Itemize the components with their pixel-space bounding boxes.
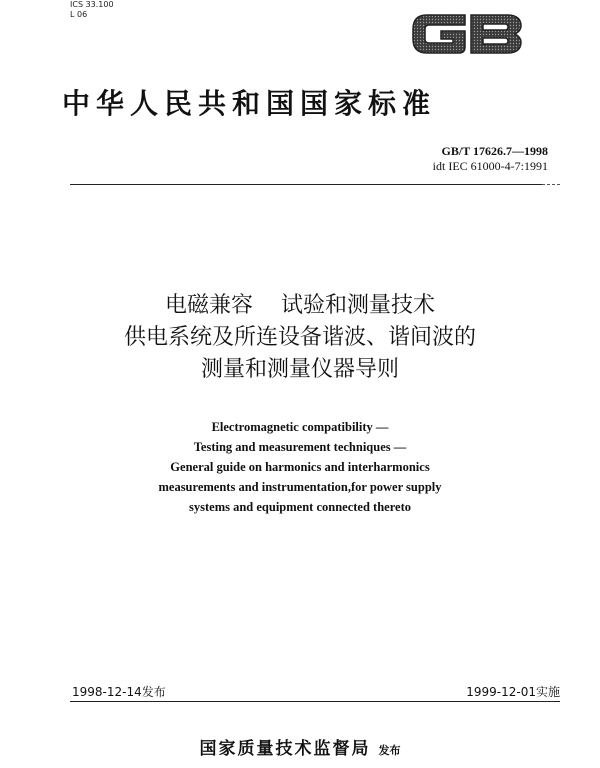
standard-number: GB/T 17626.7—1998 (441, 144, 548, 158)
gb-logo (407, 9, 527, 59)
issue-date: 1998-12-14发布 (72, 685, 166, 699)
publish-label: 发布 (378, 744, 401, 757)
english-title (0, 417, 600, 517)
english-title-line: Testing and measurement techniques — (193, 440, 407, 454)
chinese-title-line: 测量和测量仪器导则 (200, 357, 399, 382)
standard-number-block (433, 144, 548, 174)
english-title-line: Electromagnetic compatibility — (211, 420, 389, 434)
top-divider-tail (542, 184, 560, 185)
ics-code: ICS 33.100 (70, 0, 114, 9)
bottom-divider (70, 701, 560, 702)
classification-codes (70, 0, 114, 20)
ccs-code: L 06 (70, 10, 88, 19)
top-divider (70, 184, 542, 185)
english-title-line: General guide on harmonics and interharmonics (170, 460, 430, 474)
chinese-title (0, 290, 600, 386)
english-title-line: systems and equipment connected thereto (189, 500, 411, 514)
english-title-line: measurements and instrumentation,for power supply (158, 480, 442, 494)
issuing-authority: 国家质量技术监督局 (199, 739, 371, 759)
implementation-date: 1999-12-01实施 (466, 685, 560, 699)
issuer-line (0, 734, 600, 759)
chinese-title-line: 电磁兼容 试验和测量技术 (165, 293, 435, 318)
national-standard-title: 中华人民共和国国家标准 (62, 87, 437, 120)
chinese-title-line: 供电系统及所连设备谐波、谐间波的 (123, 325, 476, 350)
idt-reference: idt IEC 61000-4-7:1991 (432, 159, 548, 173)
